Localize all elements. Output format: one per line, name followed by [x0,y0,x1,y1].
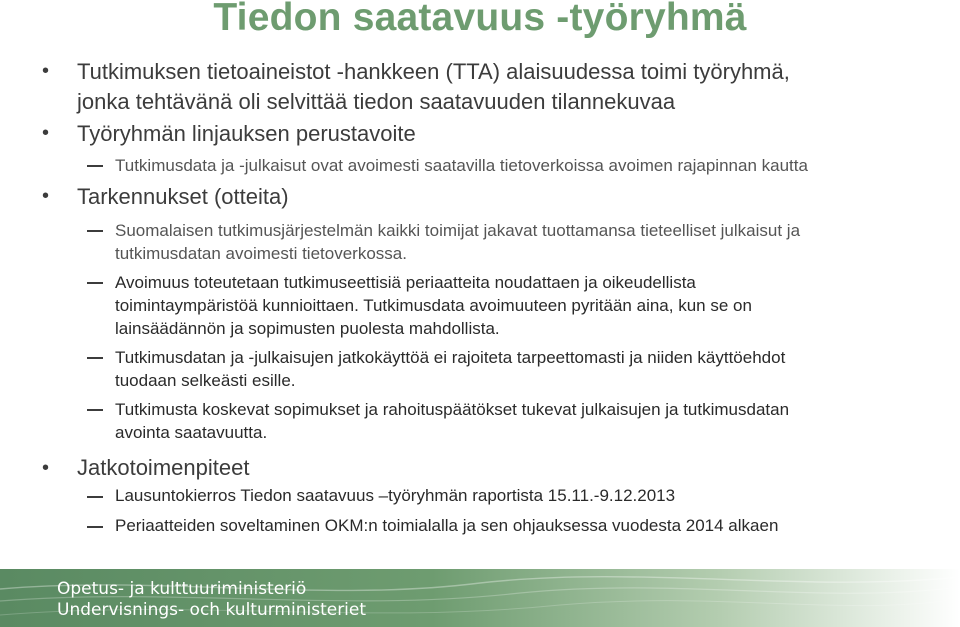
sub-bullet-text-line: toimintaympäristöä kunnioittaen. Tutkimusdata avoimuuteen pyritään aina, kun se on [115,296,752,315]
bullet-icon: • [42,122,50,144]
sub-bullet-text-line: Suomalaisen tutkimusjärjestelmän kaikki toimijat jakavat tuottamansa tieteelliset julkaisut ja [115,221,801,240]
sub-bullet-text-line: Periaatteiden soveltaminen OKM:n toimialalla ja sen ohjauksessa vuodesta 2014 alkaen [115,516,779,535]
dash-icon [87,526,103,528]
sub-bullet-text-line: tuodaan selkeästi esille. [115,371,296,390]
sub-bullet-text-line: Lausuntokierros Tiedon saatavuus –työryhmän raportista 15.11.-9.12.2013 [115,486,676,505]
bullet-icon: • [42,185,50,207]
bullet-text-line: jonka tehtävänä oli selvittää tiedon saatavuuden tilannekuvaa [77,89,676,114]
dash-icon [87,496,103,498]
bullet-text-line: Tarkennukset (otteita) [77,184,289,209]
dash-icon [87,357,103,359]
sub-bullet-text-line: avointa saatavuutta. [115,423,268,442]
footer-band [0,569,960,627]
ministry-name-finnish: Opetus- ja kulttuuriministeriö [57,579,307,599]
dash-icon [87,282,103,284]
sub-bullet-text-line: tutkimusdatan avoimesti tietoverkossa. [115,244,407,263]
dash-icon [87,409,103,411]
dash-icon [87,165,103,167]
dash-icon [87,230,103,232]
slide-title: Tiedon saatavuus -työryhmä [213,0,747,39]
bullet-icon: • [42,457,50,479]
bullet-text-line: Jatkotoimenpiteet [77,455,250,480]
bullet-icon: • [42,60,50,82]
bullet-text-line: Työryhmän linjauksen perustavoite [77,121,416,146]
ministry-name-swedish: Undervisnings- och kulturministeriet [57,600,367,620]
sub-bullet-text-line: lainsäädännön ja sopimusten puolesta mahdollista. [115,319,500,338]
sub-bullet-text-line: Avoimuus toteutetaan tutkimuseettisiä periaatteita noudattaen ja oikeudellista [115,273,696,292]
sub-bullet-text-line: Tutkimusta koskevat sopimukset ja rahoituspäätökset tukevat julkaisujen ja tutkimusdatan [115,400,790,419]
sub-bullet-text-line: Tutkimusdata ja -julkaisut ovat avoimesti saatavilla tietoverkoissa avoimen rajapinnan kautta [115,156,808,175]
sub-bullet-text-line: Tutkimusdatan ja -julkaisujen jatkokäyttöä ei rajoiteta tarpeettomasti ja niiden käyttöehdot [115,348,786,367]
bullet-text-line: Tutkimuksen tietoaineistot -hankkeen (TTA) alaisuudessa toimi työryhmä, [77,59,790,84]
